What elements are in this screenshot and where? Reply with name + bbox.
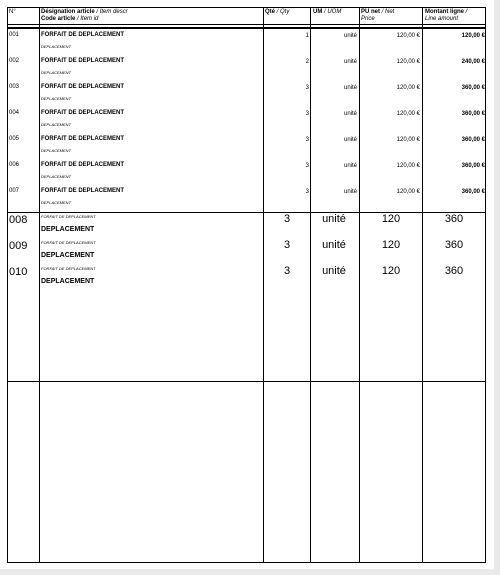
column-divider xyxy=(39,7,40,563)
item-qty: 2 xyxy=(305,59,309,65)
item-qty: 3 xyxy=(283,265,291,277)
item-uom: unité xyxy=(343,137,357,143)
section-divider xyxy=(7,381,486,382)
row-number: 002 xyxy=(9,58,20,64)
item-line-amount: 360 xyxy=(444,265,464,277)
page-gutter-right xyxy=(494,0,500,575)
header-line-amount: Montant ligne / Line amount xyxy=(425,9,468,22)
header-num: N° xyxy=(9,9,16,15)
header-uom: UM / UOM xyxy=(313,9,342,15)
item-uom: unité xyxy=(322,239,346,251)
item-code: DEPLACEMENT xyxy=(41,148,72,153)
row-number: 008 xyxy=(9,214,28,226)
item-unit-price: 120,00 € xyxy=(396,59,420,65)
item-description: DEPLACEMENT xyxy=(41,226,95,233)
item-code: DEPLACEMENT xyxy=(41,44,72,49)
item-uom: unité xyxy=(322,213,346,225)
header-divider xyxy=(7,27,486,29)
item-description: FORFAIT DE DEPLACEMENT xyxy=(41,110,125,116)
item-uom: unité xyxy=(343,163,357,169)
item-line-amount: 360,00 € xyxy=(461,163,485,169)
item-uom: unité xyxy=(343,33,357,39)
item-unit-price: 120,00 € xyxy=(396,111,420,117)
item-qty: 1 xyxy=(305,33,309,39)
row-number: 010 xyxy=(9,266,28,278)
item-qty: 3 xyxy=(305,189,309,195)
item-uom: unité xyxy=(343,85,357,91)
column-divider xyxy=(263,7,264,563)
item-unit-price: 120,00 € xyxy=(396,163,420,169)
item-unit-price: 120 xyxy=(381,213,401,225)
page-gutter-bottom xyxy=(0,569,500,575)
item-line-amount: 360,00 € xyxy=(461,111,485,117)
item-unit-price: 120,00 € xyxy=(396,33,420,39)
item-line-amount: 360,00 € xyxy=(461,189,485,195)
item-description: FORFAIT DE DEPLACEMENT xyxy=(41,188,125,194)
item-line-amount: 120,00 € xyxy=(461,33,485,39)
item-line-amount: 360,00 € xyxy=(461,137,485,143)
item-description: FORFAIT DE DEPLACEMENT xyxy=(41,136,125,142)
item-description: DEPLACEMENT xyxy=(41,252,95,259)
item-code: FORFAIT DE DEPLACEMENT xyxy=(41,214,96,219)
item-unit-price: 120 xyxy=(381,265,401,277)
row-number: 001 xyxy=(9,32,20,38)
item-uom: unité xyxy=(322,265,346,277)
item-unit-price: 120,00 € xyxy=(396,189,420,195)
item-description: FORFAIT DE DEPLACEMENT xyxy=(41,84,125,90)
item-code: DEPLACEMENT xyxy=(41,200,72,205)
item-line-amount: 360 xyxy=(444,239,464,251)
item-qty: 3 xyxy=(305,111,309,117)
header-qty: Qté / Qty xyxy=(265,9,290,15)
column-divider xyxy=(422,7,423,563)
column-divider xyxy=(310,7,311,563)
item-description: FORFAIT DE DEPLACEMENT xyxy=(41,162,125,168)
item-qty: 3 xyxy=(305,85,309,91)
item-code: FORFAIT DE DEPLACEMENT xyxy=(41,266,96,271)
item-uom: unité xyxy=(343,189,357,195)
item-code: DEPLACEMENT xyxy=(41,174,72,179)
item-line-amount: 360,00 € xyxy=(461,85,485,91)
row-number: 009 xyxy=(9,240,28,252)
item-unit-price: 120 xyxy=(381,239,401,251)
item-qty: 3 xyxy=(305,163,309,169)
item-unit-price: 120,00 € xyxy=(396,85,420,91)
column-divider xyxy=(359,7,360,563)
row-number: 003 xyxy=(9,84,20,90)
item-code: FORFAIT DE DEPLACEMENT xyxy=(41,240,96,245)
item-code: DEPLACEMENT xyxy=(41,96,72,101)
item-description: DEPLACEMENT xyxy=(41,278,95,285)
row-number: 006 xyxy=(9,162,20,168)
item-line-amount: 360 xyxy=(444,213,464,225)
row-number: 004 xyxy=(9,110,20,116)
item-unit-price: 120,00 € xyxy=(396,137,420,143)
item-qty: 3 xyxy=(283,213,291,225)
item-code: DEPLACEMENT xyxy=(41,70,72,75)
header-unit-price: PU net / Net Price xyxy=(361,9,395,22)
item-code: DEPLACEMENT xyxy=(41,122,72,127)
header-divider xyxy=(7,24,486,25)
item-qty: 3 xyxy=(305,137,309,143)
row-number: 007 xyxy=(9,188,20,194)
item-description: FORFAIT DE DEPLACEMENT xyxy=(41,32,125,38)
item-line-amount: 240,00 € xyxy=(461,59,485,65)
item-uom: unité xyxy=(343,111,357,117)
item-description: FORFAIT DE DEPLACEMENT xyxy=(41,58,125,64)
header-designation: Désignation article / Item descr Code article / Item id xyxy=(41,9,128,22)
row-number: 005 xyxy=(9,136,20,142)
item-uom: unité xyxy=(343,59,357,65)
item-qty: 3 xyxy=(283,239,291,251)
